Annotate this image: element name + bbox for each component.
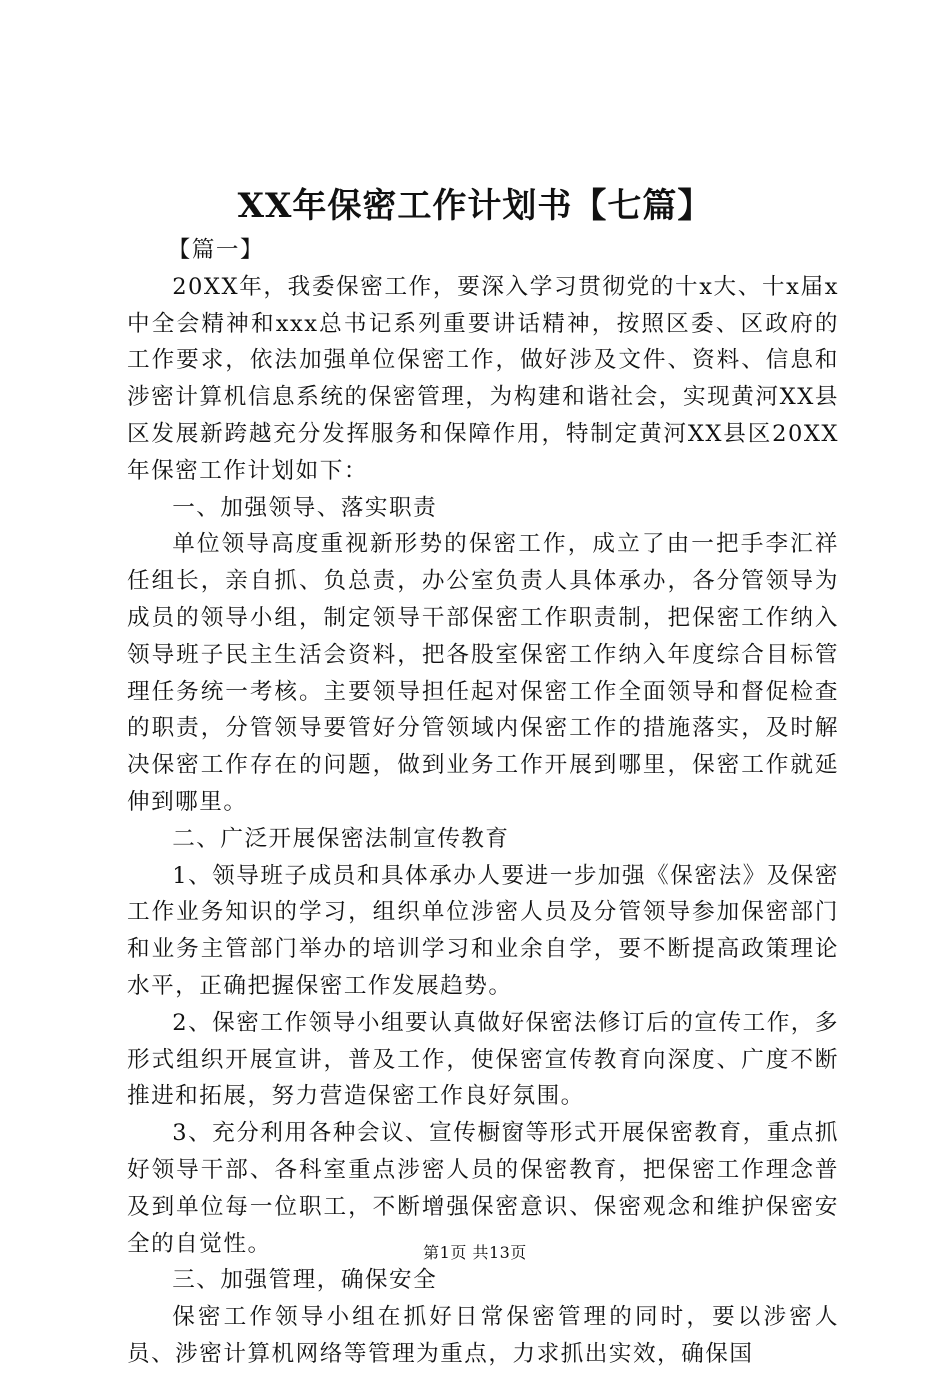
paragraph-intro: 20XX年，我委保密工作，要深入学习贯彻党的十x大、十x届x中全会精神和xxx总书记系列重要讲话精神，按照区委、区政府的工作要求，依法加强单位保密工作，做好涉及文件、资料、信息和涉密计算机信息系统的保密管理，为构建和谐社会，实现黄河XX县区发展新跨越充分发挥服务和保障作用，特制定黄河XX县区20XX年保密工作计划如下： (127, 273, 839, 484)
document-title: XX年保密工作计划书【七篇】 (237, 186, 713, 226)
paragraph-education-item-3: 3、充分利用各种会议、宣传橱窗等形式开展保密教育，重点抓好领导干部、各科室重点涉密人员的保密教育，把保密工作理念普及到单位每一位职工，不断增强保密意识、保密观念和维护保密安全的自觉性。 (127, 1120, 839, 1257)
page-footer: 第1页 共13页 (423, 1243, 527, 1262)
heading-management-security: 三、加强管理，确保安全 (172, 1267, 438, 1294)
paragraph-education-item-1: 1、领导班子成员和具体承办人要进一步加强《保密法》及保密工作业务知识的学习，组织单位涉密人员及分管领导参加保密部门和业务主管部门举办的培训学习和业余自学，要不断提高政策理论水平，正确把握保密工作发展趋势。 (127, 862, 839, 999)
paragraph-leadership: 单位领导高度重视新形势的保密工作，成立了由一把手李汇祥任组长，亲自抓、负总责，办公室负责人具体承办，各分管领导为成员的领导小组，制定领导干部保密工作职责制，把保密工作纳入领导班子民主生活会资料，把各股室保密工作纳入年度综合目标管理任务统一考核。主要领导担任起对保密工作全面领导和督促检查的职责，分管领导要管好分管领域内保密工作的措施落实，及时解决保密工作存在的问题，做到业务工作开展到哪里，保密工作就延伸到哪里。 (127, 531, 839, 815)
heading-strengthen-leadership: 一、加强领导、落实职责 (172, 494, 438, 521)
paragraph-management: 保密工作领导小组在抓好日常保密管理的同时，要以涉密人员、涉密计算机网络等管理为重点，力求抓出实效，确保国 (127, 1304, 839, 1367)
document-body (127, 232, 839, 1373)
section-label: 【篇一】 (167, 237, 265, 263)
paragraph-education-item-2: 2、保密工作领导小组要认真做好保密法修订后的宣传工作，多形式组织开展宣讲，普及工作，使保密宣传教育向深度、广度不断推进和拓展，努力营造保密工作良好氛围。 (127, 1009, 839, 1110)
heading-legal-education: 二、广泛开展保密法制宣传教育 (172, 825, 510, 852)
